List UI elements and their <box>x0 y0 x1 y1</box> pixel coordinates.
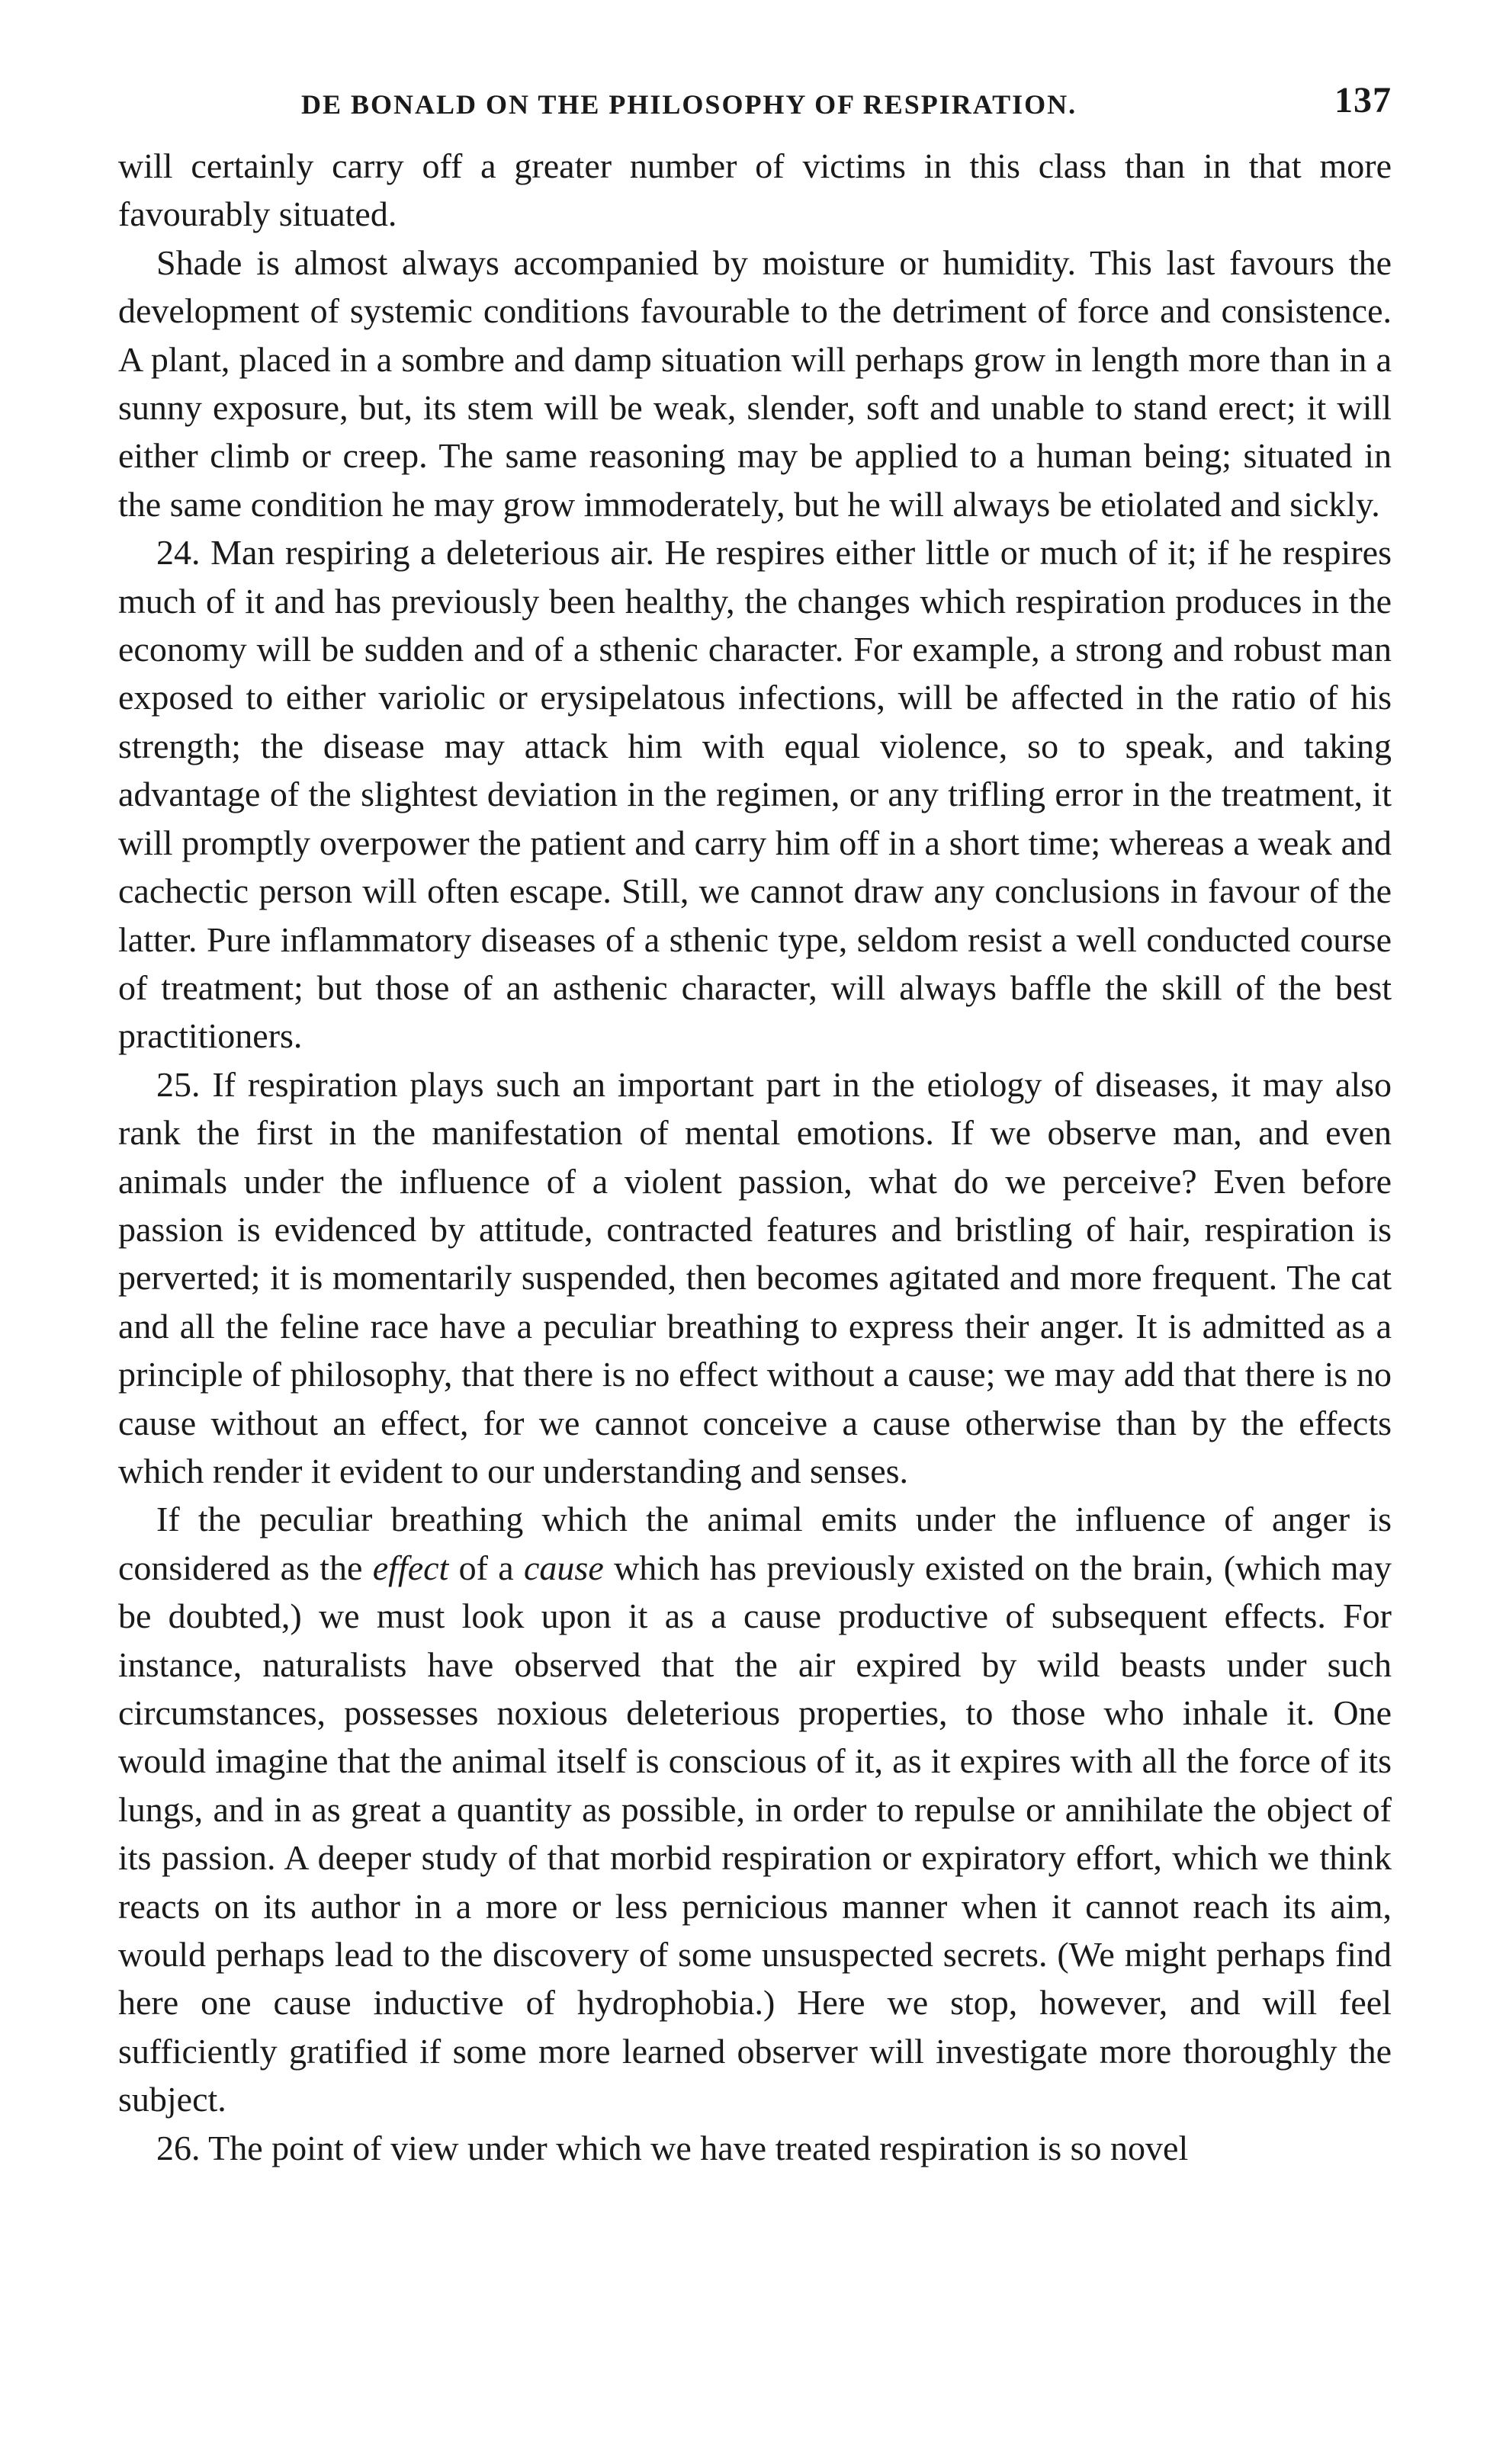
italic-cause: cause <box>524 1548 604 1587</box>
running-head <box>118 75 1392 128</box>
paragraph-24: 24. Man respiring a deleterious air. He respires either little or much of it; if he respires much of it and has previously been healthy, the changes which respiration produces in the economy will be sudden and of a sthenic character. For example, a strong and robust man exposed to either variolic or erysipelatous infections, will be affected in the ratio of his strength; the disease may attack him with equal violence, so to speak, and taking advantage of the slightest deviation in the regimen, or any trifling error in the treatment, it will promptly overpower the patient and carry him off in a short time; whereas a weak and cachectic person will often escape. Still, we cannot draw any conclusions in favour of the latter. Pure inflammatory diseases of a sthenic type, seldom resist a well conducted course of treatment; but those of an asthenic character, will always baffle the skill of the best practitioners. <box>118 533 1392 1056</box>
paragraph-26: 26. The point of view under which we have treated respiration is so novel <box>156 2128 1189 2167</box>
italic-effect: effect <box>372 1548 449 1587</box>
page-number: 137 <box>1334 80 1392 120</box>
paragraph-text-part: If the peculiar breathing which the animal emits under the influence of anger is considered as the <box>118 1500 1392 1587</box>
paragraph-continuation: will certainly carry off a greater number of victims in this class than in that more favourably situated. <box>118 146 1392 234</box>
paragraph-25: 25. If respiration plays such an important part in the etiology of diseases, it may also rank the first in the manifestation of mental emotions. If we observe man, and even animals under the influence of a violent passion, what do we perceive? Even before passion is evidenced by attitude, contracted features and bristling of hair, respiration is perverted; it is momentarily suspended, then becomes agitated and more frequent. The cat and all the feline race have a peculiar breathing to express their anger. It is admitted as a principle of philosophy, that there is no effect without a cause; we may add that there is no cause without an effect, for we cannot conceive a cause otherwise than by the effects which render it evident to our understanding and senses. <box>118 1064 1392 1490</box>
running-title: DE BONALD ON THE PHILOSOPHY OF RESPIRATION. <box>301 89 1077 120</box>
paragraph-text-part: of a <box>448 1548 524 1587</box>
paragraph-peculiar-breathing <box>118 1495 1392 2123</box>
paragraph-shade: Shade is almost always accompanied by moisture or humidity. This last favours the development of systemic conditions favourable to the detriment of force and consistence. A plant, placed in a sombre and damp situation will perhaps grow in length more than in a sunny exposure, but, its stem will be weak, slender, soft and unable to stand erect; it will either climb or creep. The same reasoning may be applied to a human being; situated in the same condition he may grow immoderately, but he will always be etiolated and sickly. <box>118 242 1392 524</box>
body-text <box>118 142 1392 2172</box>
paragraph-text-part: which has previously existed on the brain, (which may be doubted,) we must look upon it as a cause productive of subsequent effects. For instance, naturalists have observed that the air expired by wild beasts under such circumstances, possesses noxious deleterious properties, to those who inhale it. One would imagine that the animal itself is conscious of it, as it expires with all the force of its lungs, and in as great a quantity as possible, in order to repulse or annihilate the object of its passion. A deeper study of that morbid respiration or expiratory effort, which we think reacts on its author in a more or less pernicious manner when it cannot reach its aim, would perhaps lead to the discovery of some unsuspected secrets. (We might perhaps find here one cause inductive of hydrophobia.) Here we stop, however, and will feel sufficiently gratified if some more learned observer will investigate more thoroughly the subject. <box>118 1548 1392 2119</box>
book-page <box>118 75 1392 2172</box>
